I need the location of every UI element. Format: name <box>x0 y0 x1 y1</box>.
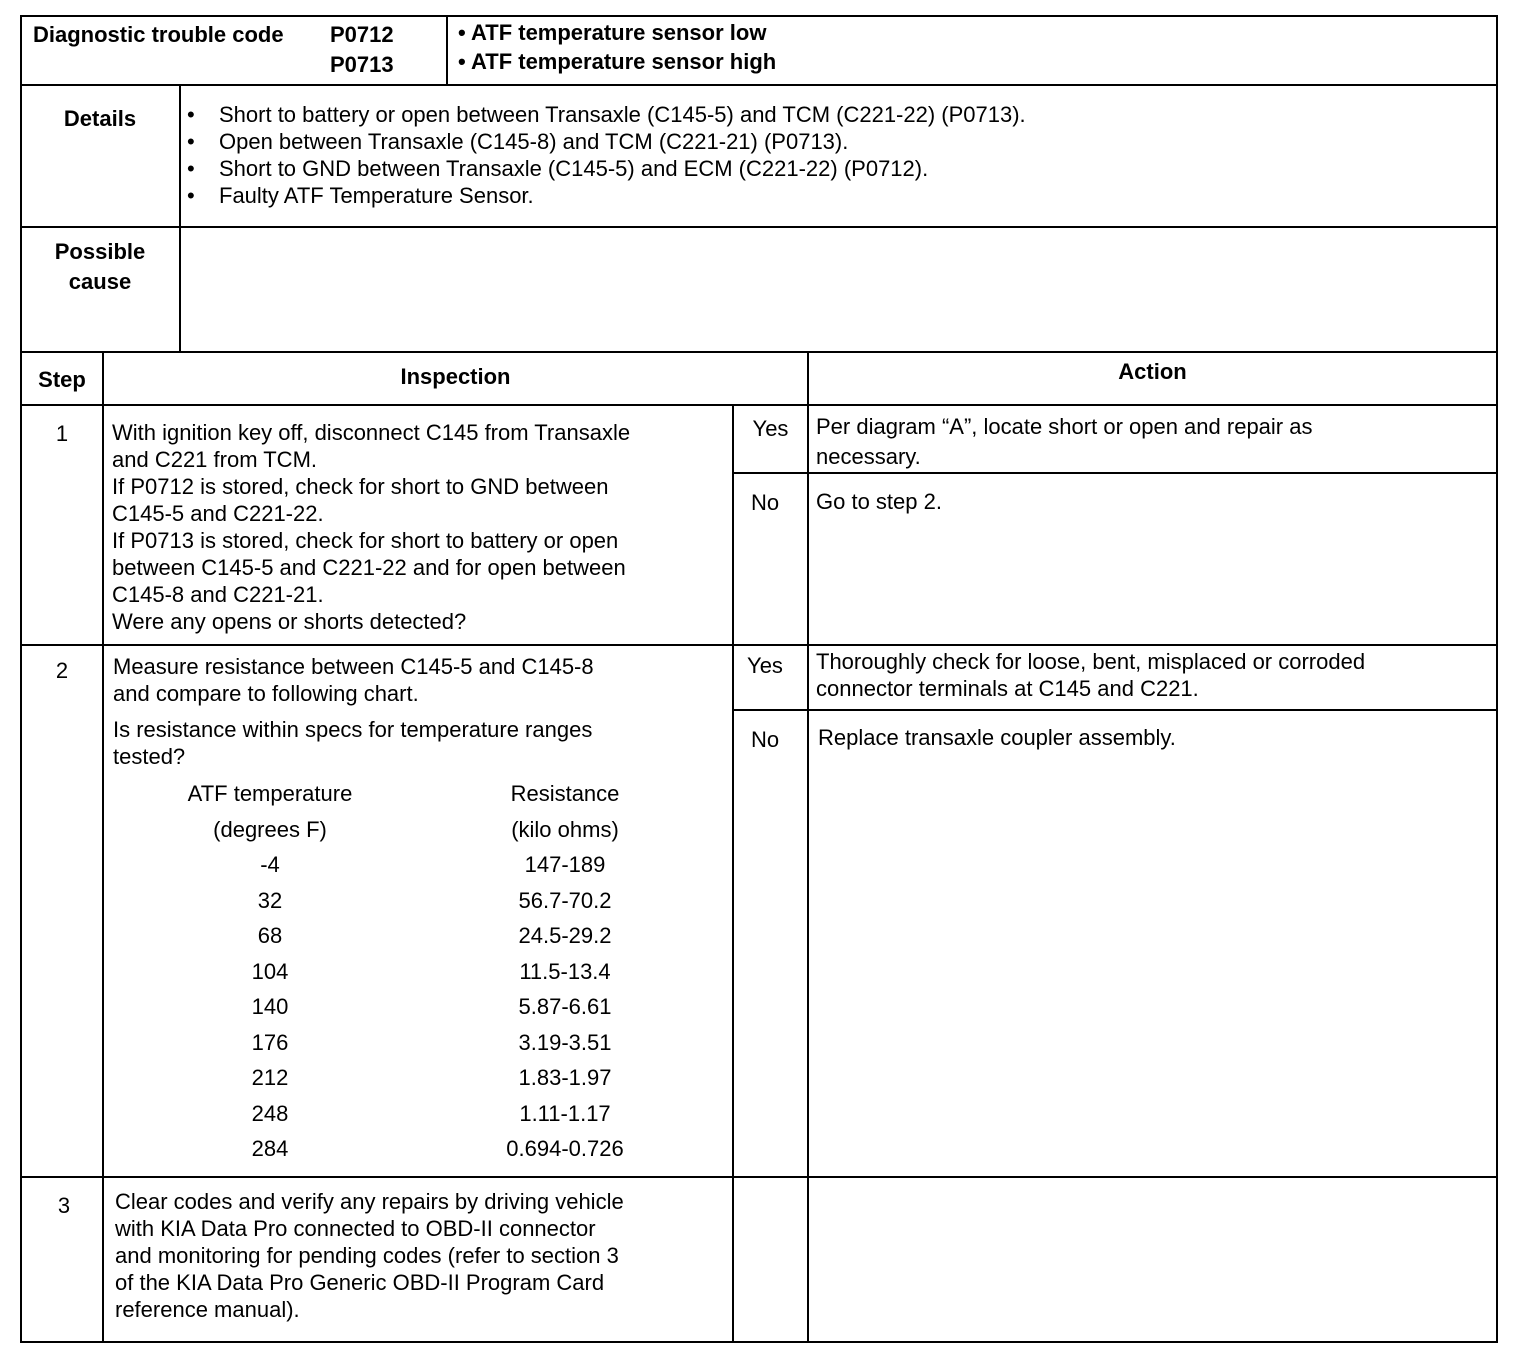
dtc-label: Diagnostic trouble code <box>33 22 284 47</box>
text-line: Thoroughly check for loose, bent, misplaced or corroded <box>816 649 1366 674</box>
resistance-cell: 3.19-3.51 <box>518 1029 612 1055</box>
text-line: Per diagram “A”, locate short or open and repair as <box>816 414 1313 439</box>
spec-row <box>120 918 710 954</box>
temperature-cell: 248 <box>251 1100 289 1126</box>
no-action: Replace transaxle coupler assembly. <box>818 725 1176 750</box>
text-line: necessary. <box>816 444 921 469</box>
text-line: C145-5 and C221-22. <box>112 501 324 526</box>
text-line: If P0713 is stored, check for short to battery or open <box>112 528 619 553</box>
divider <box>20 644 1498 646</box>
text-line: With ignition key off, disconnect C145 from Transaxle <box>112 420 631 445</box>
text-line: and monitoring for pending codes (refer to section 3 <box>115 1243 619 1268</box>
text-line: Measure resistance between C145-5 and C145-8 <box>113 654 594 679</box>
divider <box>20 404 1498 406</box>
no-action: Go to step 2. <box>816 489 942 514</box>
table-border-top <box>20 15 1498 17</box>
text-line: reference manual). <box>115 1297 300 1322</box>
table-border-right <box>1496 15 1498 1343</box>
details-item: • Open between Transaxle (C145-8) and TCM (C221-21) (P0713). <box>181 128 1026 155</box>
possible-cause-label <box>22 237 178 297</box>
divider <box>732 709 1498 711</box>
text-line: of the KIA Data Pro Generic OBD-II Program Card <box>115 1270 605 1295</box>
label-line: cause <box>68 269 132 294</box>
yes-label: Yes <box>752 416 789 441</box>
resistance-cell: 1.83-1.97 <box>518 1065 612 1090</box>
temperature-cell: 212 <box>251 1065 289 1090</box>
resistance-cell: 11.5-13.4 <box>519 958 611 984</box>
spec-row <box>120 883 710 919</box>
divider <box>20 84 1498 86</box>
text-line: If P0712 is stored, check for short to GND between <box>112 474 609 499</box>
inspection-header: Inspection <box>400 364 511 389</box>
text-line: and compare to following chart. <box>113 681 419 706</box>
temperature-cell: 176 <box>251 1029 289 1055</box>
spec-row <box>120 989 710 1025</box>
text-line: between C145-5 and C221-22 and for open between <box>112 555 626 580</box>
yes-action <box>816 648 1365 702</box>
no-label: No <box>750 727 780 752</box>
action-header: Action <box>1118 359 1187 384</box>
resistance-cell: 0.694-0.726 <box>506 1136 624 1161</box>
temperature-cell: 68 <box>257 923 283 948</box>
details-item: • Faulty ATF Temperature Sensor. <box>181 182 1026 209</box>
yes-action <box>816 412 1312 472</box>
dtc-code: P0713 <box>330 52 394 77</box>
text-line: Were any opens or shorts detected? <box>112 609 467 634</box>
temperature-cell: -4 <box>260 852 280 877</box>
resistance-cell: 56.7-70.2 <box>518 887 612 913</box>
resistance-cell: 1.11-1.17 <box>519 1100 611 1126</box>
divider <box>807 351 809 1343</box>
text-line: Clear codes and verify any repairs by driving vehicle <box>115 1189 624 1214</box>
table-border-bottom <box>20 1341 1498 1343</box>
divider <box>20 226 1498 228</box>
divider <box>732 404 734 1342</box>
column-header: Resistance <box>510 781 620 806</box>
label-line: Possible <box>54 239 146 264</box>
details-label: Details <box>63 106 137 131</box>
step-number: 3 <box>57 1193 71 1218</box>
yes-label: Yes <box>747 653 783 678</box>
divider <box>732 472 1498 474</box>
divider <box>446 15 448 85</box>
step-number: 2 <box>55 658 69 683</box>
resistance-cell: 147-189 <box>524 852 606 877</box>
text-line: C145-8 and C221-21. <box>112 582 324 607</box>
text-line: Is resistance within specs for temperature ranges <box>113 717 593 742</box>
divider <box>20 1176 1498 1178</box>
temperature-cell: 32 <box>257 887 283 913</box>
step-2-inspection <box>113 653 594 770</box>
text-line: connector terminals at C145 and C221. <box>816 676 1199 701</box>
temperature-cell: 284 <box>251 1136 289 1161</box>
resistance-cell: 5.87-6.61 <box>518 994 612 1019</box>
step-number: 1 <box>55 421 69 446</box>
step-1-inspection <box>112 419 630 635</box>
temperature-cell: 140 <box>251 994 289 1019</box>
text-line: and C221 from TCM. <box>112 447 318 472</box>
no-label: No <box>750 490 780 515</box>
dtc-code: P0712 <box>330 22 394 47</box>
spec-row <box>120 1060 710 1096</box>
step-3-inspection <box>115 1188 624 1323</box>
spec-row <box>120 954 710 990</box>
column-header: (degrees F) <box>213 816 327 842</box>
divider <box>20 351 1498 353</box>
dtc-description: • ATF temperature sensor low <box>458 20 767 45</box>
details-list <box>181 101 1026 209</box>
dtc-description: • ATF temperature sensor high <box>458 49 777 74</box>
column-header: (kilo ohms) <box>511 816 619 842</box>
spec-row <box>120 1025 710 1061</box>
details-item: • Short to GND between Transaxle (C145-5) and ECM (C221-22) (P0712). <box>181 155 1026 182</box>
column-header: ATF temperature <box>187 781 353 806</box>
text-line: with KIA Data Pro connected to OBD-II connector <box>115 1216 596 1241</box>
temperature-cell: 104 <box>251 958 289 984</box>
spec-header-row <box>120 812 710 848</box>
step-header: Step <box>38 367 86 392</box>
text-line: tested? <box>113 744 186 769</box>
details-item: • Short to battery or open between Transaxle (C145-5) and TCM (C221-22) (P0713). <box>181 101 1026 128</box>
spec-row <box>120 847 710 883</box>
resistance-cell: 24.5-29.2 <box>518 923 612 948</box>
spec-row <box>120 1096 710 1132</box>
resistance-spec-table <box>120 776 710 1167</box>
spec-header-row <box>120 776 710 812</box>
spec-row <box>120 1131 710 1167</box>
